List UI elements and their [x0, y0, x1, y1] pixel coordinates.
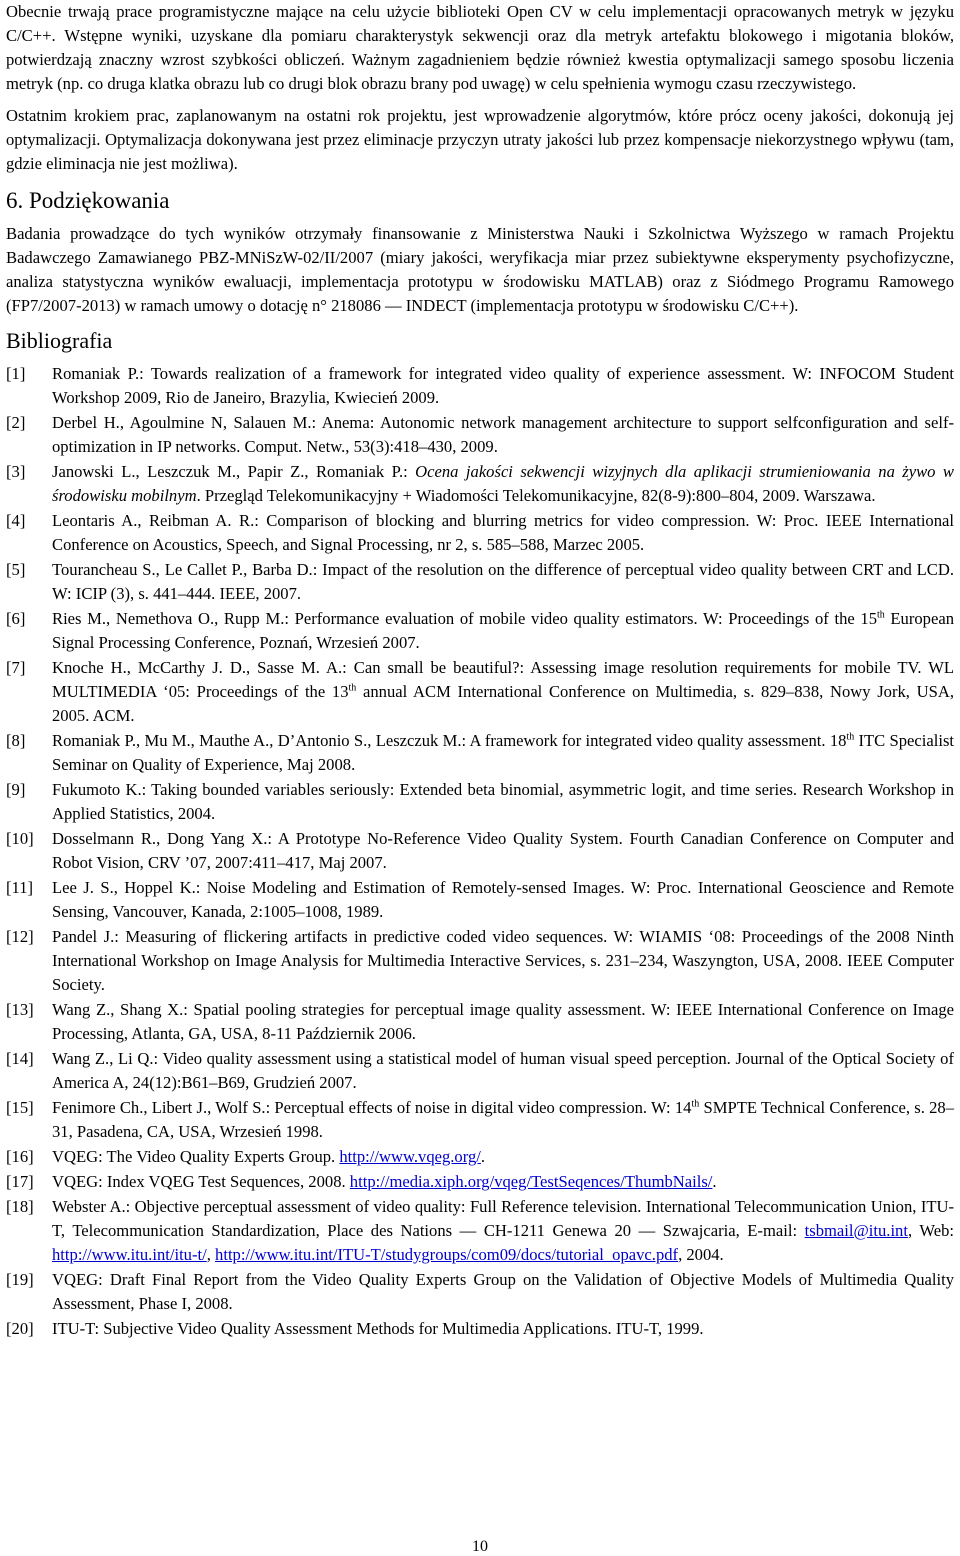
itu-t-link[interactable]: http://www.itu.int/itu-t/: [52, 1245, 207, 1264]
vqeg-link[interactable]: http://www.vqeg.org/: [339, 1147, 481, 1166]
bibliography-title: Bibliografia: [6, 328, 113, 353]
reference-item: [3] Janowski L., Leszczuk M., Papir Z., Romaniak P.: Ocena jakości sekwencji wizyjnych dla aplikacji strumieniowania na żywo w środowisku mobilnym. Przegląd Telekomunikacyjny + Wiadomości Telekomunikacyjne, 82(8-9):800–804, 2009. Warszawa.: [6, 462, 954, 505]
page-number: 10: [472, 1538, 488, 1555]
reference-item: [6] Ries M., Nemethova O., Rupp M.: Performance evaluation of mobile video quality estimators. W: Proceedings of the 15th European Signal Processing Conference, Poznań, Wrzesień 2007.: [6, 609, 955, 652]
reference-item: [9] Fukumoto K.: Taking bounded variables seriously: Extended beta binomial, asymmetric logit, and time series. Research Workshop in Applied Statistics, 2004.: [6, 780, 954, 823]
reference-item: [11] Lee J. S., Hoppel K.: Noise Modeling and Estimation of Remotely-sensed Images. W: Proc. International Geoscience and Remote Sensing, Vancouver, Kanada, 2:1005–1008, 1989.: [6, 878, 954, 921]
reference-item: [12] Pandel J.: Measuring of flickering artifacts in predictive coded video sequences. W: WIAMIS ‘08: Proceedings of the 2008 Ninth International Workshop on Image Analysis for Multimedia Interactive Services, s. 231–234, Waszyngton, USA, 2008. IEEE Computer Society.: [6, 927, 954, 994]
reference-item: [8] Romaniak P., Mu M., Mauthe A., D’Antonio S., Leszczuk M.: A framework for integrated video quality assessment. 18th ITC Specialist Seminar on Quality of Experience, Maj 2008.: [6, 731, 955, 774]
reference-item: [17] VQEG: Index VQEG Test Sequences, 2008. http://media.xiph.org/vqeg/TestSeqences/ThumbNails/.: [6, 1172, 717, 1191]
reference-item: [1] Romaniak P.: Towards realization of a framework for integrated video quality of experience assessment. W: INFOCOM Student Workshop 2009, Rio de Janeiro, Brazylia, Kwiecień 2009.: [6, 364, 954, 407]
acknowledgements-text: Badania prowadzące do tych wyników otrzymały finansowanie z Ministerstwa Nauki i Szkolnictwa Wyższego w ramach Projektu Badawczego Zamawianego PBZ-MNiSzW-02/II/2007 (miary jakości, weryfikacja miar przez subiektywne eksperymenty psychofizyczne, analiza statystyczna wyników ewaluacji, implementacja prototypu w środowisku MATLAB) oraz z Siódmego Programu Ramowego (FP7/2007-2013) w ramach umowy o dotację n° 218086 — INDECT (implementacja prototypu w środowisku C/C++).: [6, 224, 954, 315]
reference-item: [10] Dosselmann R., Dong Yang X.: A Prototype No-Reference Video Quality System. Fourth Canadian Conference on Computer and Robot Vision, CRV ’07, 2007:411–417, Maj 2007.: [6, 829, 954, 872]
reference-item: [5] Tourancheau S., Le Callet P., Barba D.: Impact of the resolution on the difference of perceptual video quality between CRT and LCD. W: ICIP (3), s. 441–444. IEEE, 2007.: [6, 560, 954, 603]
section-title-acknowledgements: 6. Podziękowania: [6, 188, 170, 213]
reference-item: [16] VQEG: The Video Quality Experts Group. http://www.vqeg.org/.: [6, 1147, 486, 1166]
reference-item: [13] Wang Z., Shang X.: Spatial pooling strategies for perceptual image quality assessment. W: IEEE International Conference on Image Processing, Atlanta, GA, USA, 8-11 Październik 2006.: [6, 1000, 954, 1043]
itu-tutorial-link[interactable]: http://www.itu.int/ITU-T/studygroups/com09/docs/tutorial_opavc.pdf: [215, 1245, 679, 1264]
paragraph-final-step: Ostatnim krokiem prac, zaplanowanym na ostatni rok projektu, jest wprowadzenie algorytmów, które prócz oceny jakości, dokonują jej optymalizacji. Optymalizacja dokonywana jest przez eliminacje przyczyn utraty jakości lub przez kompensacje niekorzystnego wpływu (tam, gdzie eliminacja nie jest możliwa).: [6, 106, 954, 173]
reference-item: [15] Fenimore Ch., Libert J., Wolf S.: Perceptual effects of noise in digital video compression. W: 14th SMPTE Technical Conference, s. 28–31, Pasadena, CA, USA, Wrzesień 1998.: [6, 1098, 954, 1141]
reference-item: [14] Wang Z., Li Q.: Video quality assessment using a statistical model of human visual speed perception. Journal of the Optical Society of America A, 24(12):B61–B69, Grudzień 2007.: [6, 1049, 954, 1092]
itu-email-link[interactable]: tsbmail@itu.int: [804, 1221, 908, 1240]
page-body: [6, 0, 954, 1342]
xiph-test-sequences-link[interactable]: http://media.xiph.org/vqeg/TestSeqences/ThumbNails/: [349, 1172, 713, 1191]
paragraph-opencv: Obecnie trwają prace programistyczne mające na celu użycie biblioteki Open CV w celu implementacji opracowanych metryk w języku C/C++. Wstępne wyniki, uzyskane dla pomiaru charakterystyk sekwencji oraz dla metryk artefaktu blokowego i migotania bloków, potwierdzają znaczny wzrost szybkości obliczeń. Ważnym zagadnieniem będzie również kwestia optymalizacji samego sposobu liczenia metryk (np. co druga klatka obrazu lub co drugi blok obrazu brany pod uwagę) w celu spełnienia wymogu czasu rzeczywistego.: [6, 2, 954, 93]
reference-item: [18] Webster A.: Objective perceptual assessment of video quality: Full Reference television. International Telecommunication Union, ITU-T, Telecommunication Standardization, Place des Nations — CH-1211 Genewa 20 — Szwajcaria, E-mail: tsbmail@itu.int, Web: http://www.itu.int/itu-t/, http://www.itu.int/ITU-T/studygroups/com09/docs/tutorial_opavc.pdf, 2004.: [6, 1197, 954, 1264]
reference-item: [19] VQEG: Draft Final Report from the Video Quality Experts Group on the Validation of Objective Models of Multimedia Quality Assessment, Phase I, 2008.: [6, 1270, 954, 1313]
reference-list: [6, 362, 954, 1341]
reference-item: [2] Derbel H., Agoulmine N, Salauen M.: Anema: Autonomic network management architecture to support selfconfiguration and self-optimization in IP networks. Comput. Netw., 53(3):418–430, 2009.: [6, 413, 954, 456]
reference-item: [4] Leontaris A., Reibman A. R.: Comparison of blocking and blurring metrics for video compression. W: Proc. IEEE International Conference on Acoustics, Speech, and Signal Processing, nr 2, s. 585–588, Marzec 2005.: [6, 511, 954, 554]
reference-item: [20] ITU-T: Subjective Video Quality Assessment Methods for Multimedia Applications. ITU-T, 1999.: [6, 1319, 704, 1338]
reference-item: [7] Knoche H., McCarthy J. D., Sasse M. A.: Can small be beautiful?: Assessing image resolution requirements for mobile TV. WL MULTIMEDIA ‘05: Proceedings of the 13th annual ACM International Conference on Multimedia, s. 829–838, Nowy Jork, USA, 2005. ACM.: [6, 658, 954, 725]
